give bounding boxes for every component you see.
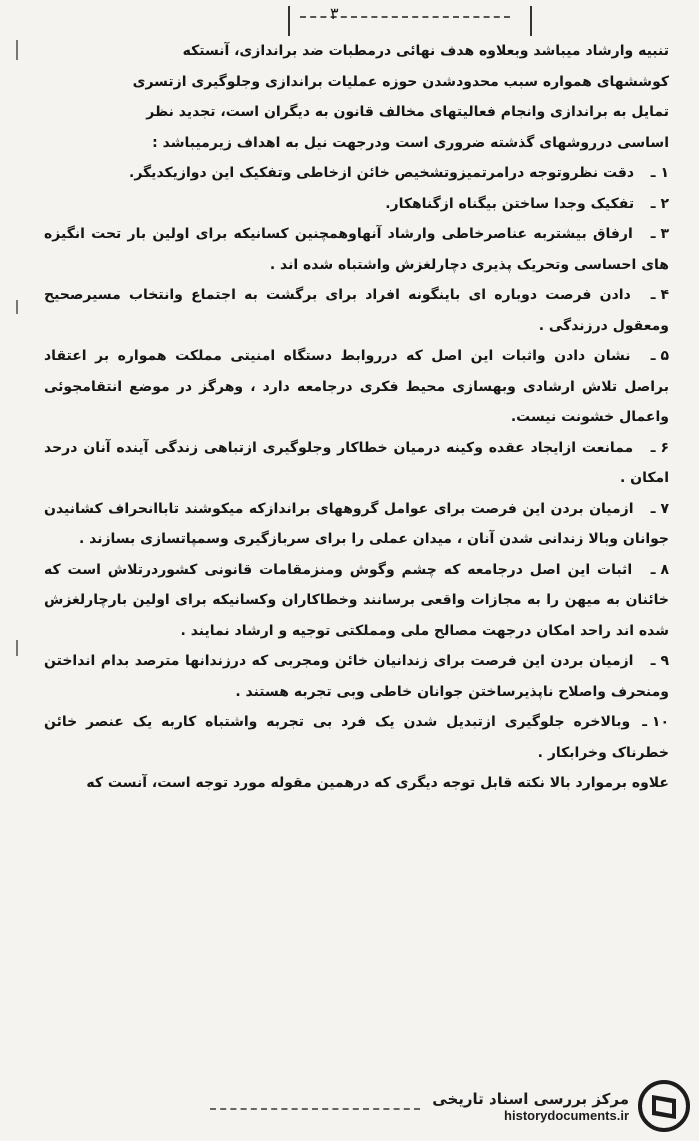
list-item <box>44 707 669 768</box>
page-number: ۳ <box>330 4 339 23</box>
watermark-org-name: مرکز بررسی اسناد تاریخی <box>432 1089 629 1108</box>
list-item <box>44 280 669 341</box>
item-number: ۴ ـ <box>650 287 669 303</box>
intro-line: تنبیه وارشاد میباشد وبعلاوه هدف نهائی درمطبات ضد براندازی، آنستکه <box>182 43 669 59</box>
list-item <box>44 646 669 707</box>
margin-mark <box>16 300 18 314</box>
item-number: ۱۰ ـ <box>642 714 669 730</box>
list-item <box>44 433 669 494</box>
item-number: ۸ ـ <box>650 561 670 578</box>
item-number: ۱ ـ <box>650 165 669 181</box>
watermark-url: historydocuments.ir <box>504 1107 629 1123</box>
list-item <box>44 494 669 555</box>
document-body <box>44 36 669 799</box>
list-item <box>44 158 669 189</box>
list-item <box>44 189 669 220</box>
list-item <box>44 555 669 647</box>
header-frame <box>288 6 532 36</box>
item-number: ۵ ـ <box>650 348 669 364</box>
item-text: دقت نظروتوجه درامرتمیزوتشخیص خائن ازخاطی وتفکیک این دوازیکدیگر. <box>129 165 635 181</box>
item-text: ازمیان بردن این فرصت برای زندانیان خائن ومجربی که درزندانها مترصد بدام انداختن ومنحرف واصلاح ناپذیرساختن جوانان خاطی وبی تجربه هستند . <box>44 653 669 700</box>
watermark <box>432 1077 691 1135</box>
archive-logo-icon <box>637 1079 691 1133</box>
footer-rule <box>210 1108 420 1110</box>
item-text: ازمیان بردن این فرصت برای عوامل گروههای براندازکه میکوشند تاباانحراف کشانیدن جوانان وبالا زندانی شدن آنان ، میدان عملی را برای سربازگیری وسمپاتسازی بسازند . <box>44 500 669 547</box>
item-text: اثبات این اصل درجامعه که چشم وگوش ومنزمقامات قانونی کشوردرتلاش است که خائنان به میهن را به مجازات واقعی برسانند وخطاکاران وکسانیکه برای اولین بارچارلغزش شده اند راحد امکان درجهت مصالح ملی ومملکتی توجیه و ارشاد نمایند . <box>44 561 669 639</box>
intro-line: اساسی درروشهای گذشته ضروری است ودرجهت نیل به اهداف زیرمیباشد : <box>152 134 669 151</box>
closing-line: علاوه برموارد بالا نکته قابل توجه دیگری که درهمین مقوله مورد توجه است، آنست که <box>86 775 669 791</box>
item-number: ۲ ـ <box>650 195 669 212</box>
intro-line: کوششهای همواره سبب محدودشدن حوزه عملیات براندازی وجلوگیری ازتسری <box>132 73 669 90</box>
watermark-text <box>432 1090 629 1123</box>
item-text: وبالاخره جلوگیری ازتبدیل شدن یک فرد بی تجربه واشتباه کاربه یک عنصر خائن خطرناک وخرابکار . <box>44 714 669 761</box>
item-text: دادن فرصت دوباره ای باینگونه افراد برای برگشت به اجتماع وانتخاب مسیرصحیح ومعقول درزندگی . <box>44 287 669 334</box>
item-text: تفکیک وجدا ساختن بیگناه ازگناهکار. <box>385 195 635 212</box>
item-number: ۹ ـ <box>650 653 670 669</box>
margin-mark <box>16 640 18 656</box>
item-number: ۷ ـ <box>650 500 669 517</box>
list-item <box>44 341 669 433</box>
intro-line: تمایل به براندازی وانجام فعالیتهای مخالف قانون به دیگران است، تجدید نظر <box>146 104 669 120</box>
item-text: ممانعت ازایجاد عقده وکینه درمیان خطاکار وجلوگیری ازتباهی زندگی آینده آنان درحد امکان . <box>44 439 669 486</box>
item-number: ۶ ـ <box>650 439 669 456</box>
margin-mark <box>16 40 18 60</box>
item-number: ۳ ـ <box>650 226 669 242</box>
list-item <box>44 219 669 280</box>
item-text: ارفاق بیشتربه عناصرخاطی وارشاد آنهاوهمچنین کسانیکه برای اولین بار تحت انگیزه های احساسی وتحریک پذیری دچارلغزش واشتباه شده اند . <box>44 226 669 273</box>
item-text: نشان دادن واثبات این اصل که درروابط دستگاه امنیتی مملکت همواره بر اعتقاد براصل تلاش ارشادی وبهسازی محیط فکری درجامعه دارد ، وهرگز در موضع انتقامجوئی واعمال خشونت نیست. <box>44 348 669 425</box>
